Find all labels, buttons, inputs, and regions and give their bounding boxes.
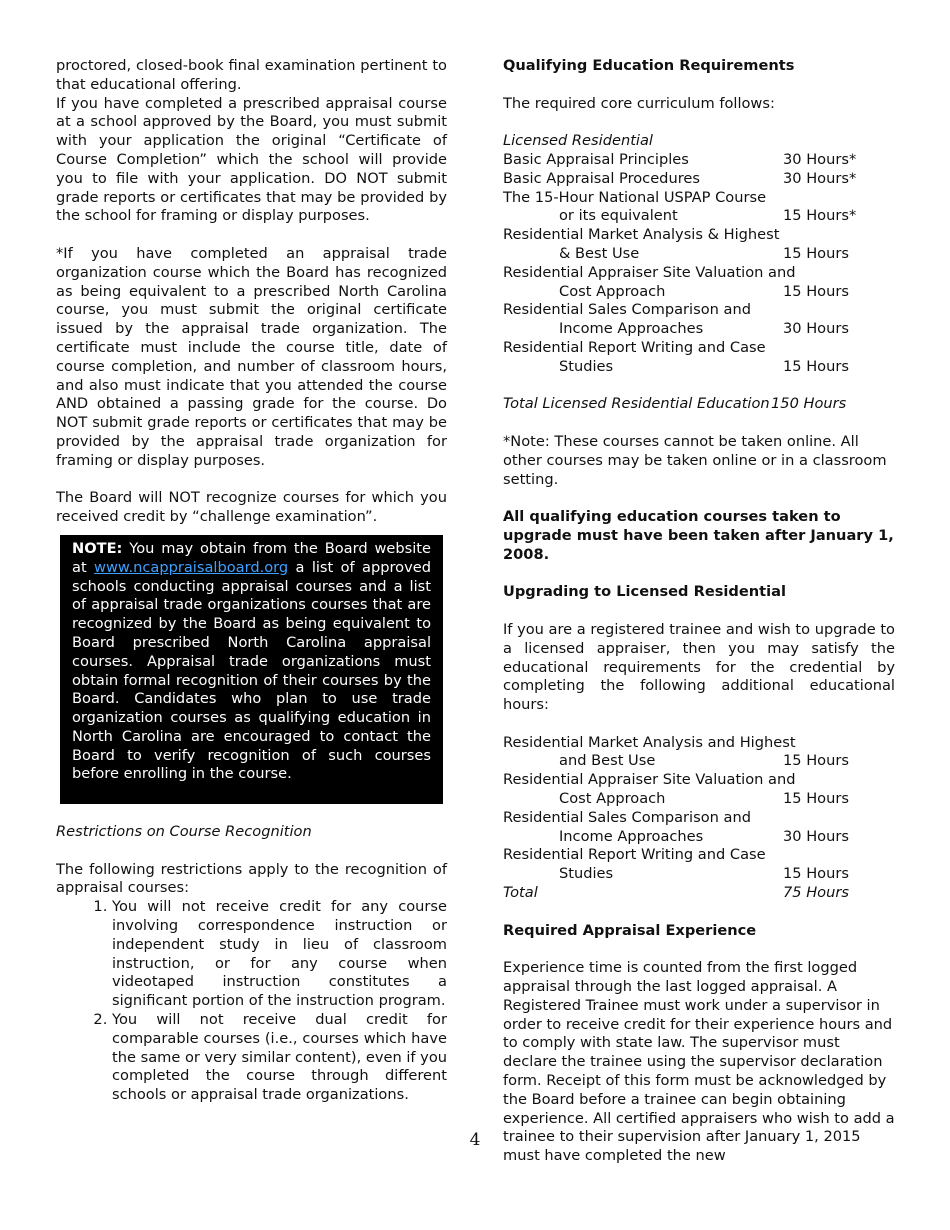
- course-hours: 15 Hours*: [783, 207, 857, 225]
- course-name-continued: Studies: [559, 357, 614, 375]
- course-row: [503, 189, 895, 227]
- upgrade-course-row: [503, 846, 895, 884]
- upgrade-course-table: [503, 734, 895, 903]
- upgrade-course-row: [503, 734, 895, 772]
- course-name: Basic Appraisal Procedures: [503, 169, 700, 187]
- core-curriculum-intro: The required core curriculum follows:: [503, 94, 775, 112]
- course-hours: 30 Hours*: [783, 169, 857, 187]
- course-name: Basic Appraisal Principles: [503, 150, 689, 168]
- course-name: Residential Sales Comparison and: [503, 301, 751, 319]
- board-website-link[interactable]: www.ncappraisalboard.org: [94, 558, 289, 576]
- left-column: [56, 57, 447, 1105]
- course-name: Residential Market Analysis and Highest: [503, 733, 796, 751]
- course-hours: 15 Hours: [783, 865, 849, 883]
- licensed-residential-heading: Licensed Residential: [503, 132, 653, 150]
- course-name: Residential Appraiser Site Valuation and: [503, 263, 796, 281]
- paragraph-challenge-exam: The Board will NOT recognize courses for which you received credit by “challenge examination”.: [56, 489, 447, 526]
- course-name: The 15-Hour National USPAP Course: [503, 188, 767, 206]
- course-hours: 15 Hours: [783, 282, 849, 300]
- course-row: [503, 226, 895, 264]
- upgrade-course-row: [503, 771, 895, 809]
- restrictions-heading: Restrictions on Course Recognition: [56, 823, 312, 841]
- total-hours: 150 Hours: [771, 395, 847, 413]
- upgrade-total-label: Total: [503, 884, 538, 902]
- course-row: [503, 170, 895, 189]
- note-text-post: a list of approved schools conducting appraisal courses and a list of appraisal trade organizations courses that are recognized by the Board as being equivalent to Board prescribed North Carolina appraisal courses. Appraisal trade organizations must obtain formal recognition of their courses by the Board. Candidates who plan to use trade organization courses as qualifying education in North Carolina are encouraged to contact the Board to verify recognition of such courses before enrolling in the course.: [72, 558, 431, 783]
- note-text-pre: You may obtain from the Board website at: [72, 539, 431, 576]
- course-name-continued: Income Approaches: [559, 320, 704, 338]
- course-name-continued: Cost Approach: [559, 790, 666, 808]
- course-row: [503, 301, 895, 339]
- course-hours: 30 Hours*: [783, 150, 857, 168]
- course-hours: 15 Hours: [783, 752, 849, 770]
- course-name: Residential Market Analysis & Highest: [503, 226, 780, 244]
- right-column: [503, 57, 895, 1166]
- upgrade-date-notice: All qualifying education courses taken to upgrade must have been taken after January 1, 2008.: [503, 508, 894, 563]
- note-box: [60, 535, 443, 804]
- upgrade-total-hours: 75 Hours: [783, 884, 849, 902]
- upgrade-intro: If you are a registered trainee and wish to upgrade to a licensed appraiser, then you may satisfy the educational requirements for the credential by completing the following additional educational hours:: [503, 620, 895, 714]
- course-name-continued: and Best Use: [559, 752, 656, 770]
- online-note: *Note: These courses cannot be taken online. All other courses may be taken online or in a classroom setting.: [503, 432, 887, 488]
- experience-text: Experience time is counted from the first logged appraisal through the last logged appraisal. A Registered Trainee must work under a supervisor in order to receive credit for their experience hours and to comply with state law. The supervisor must declare the trainee using the supervisor declaration form. Receipt of this form must be acknowledged by the Board before a trainee can begin obtaining experience. All certified appraisers who wish to add a trainee to their supervision after January 1, 2015 must have completed the new: [503, 959, 895, 1165]
- course-name: Residential Appraiser Site Valuation and: [503, 771, 796, 789]
- course-name: Residential Sales Comparison and: [503, 808, 751, 826]
- course-row: [503, 264, 895, 302]
- course-name-continued: Cost Approach: [559, 282, 666, 300]
- total-label: Total Licensed Residential Education: [503, 395, 770, 413]
- paragraph-certificate: If you have completed a prescribed appraisal course at a school approved by the Board, you must submit with your application the original “Certificate of Course Completion” which the school will provide you to file with your application. DO NOT submit grade reports or certificates that may be provided by the school for framing or display purposes.: [56, 94, 447, 225]
- course-name-continued: Income Approaches: [559, 827, 704, 845]
- page-number: 4: [469, 1130, 481, 1150]
- course-row: [503, 151, 895, 170]
- paragraph-exam: proctored, closed-book final examination pertinent to that educational offering.: [56, 57, 447, 93]
- upgrade-total-row: [503, 884, 895, 903]
- upgrade-course-row: [503, 809, 895, 847]
- course-name-continued: or its equivalent: [559, 207, 678, 225]
- course-hours: 15 Hours: [783, 244, 849, 262]
- restriction-item: 2. You will not receive dual credit for comparable courses (i.e., courses which have the same or very similar content), even if you completed the course through different schools or appraisal trade organizations.: [112, 1011, 447, 1105]
- course-hours: 15 Hours: [783, 357, 849, 375]
- course-hours: 30 Hours: [783, 827, 849, 845]
- core-course-table: [503, 151, 895, 377]
- qualifying-education-heading: Qualifying Education Requirements: [503, 57, 795, 74]
- restrictions-list: [56, 898, 447, 1105]
- course-name-continued: & Best Use: [559, 244, 640, 262]
- restriction-item: 1. You will not receive credit for any course involving correspondence instruction or independent study in lieu of classroom instruction, or for any course when videotaped instruction constitutes a significant portion of the instruction program.: [112, 898, 447, 1011]
- upgrade-heading: Upgrading to Licensed Residential: [503, 583, 786, 601]
- note-label: NOTE:: [72, 539, 123, 557]
- course-name-continued: Studies: [559, 865, 614, 883]
- total-row: [503, 395, 895, 414]
- course-hours: 30 Hours: [783, 320, 849, 338]
- course-name: Residential Report Writing and Case: [503, 338, 766, 356]
- course-name: Residential Report Writing and Case: [503, 846, 766, 864]
- course-row: [503, 339, 895, 377]
- restrictions-intro: The following restrictions apply to the recognition of appraisal courses:: [56, 860, 447, 897]
- experience-heading: Required Appraisal Experience: [503, 921, 757, 939]
- paragraph-trade-org: *If you have completed an appraisal trade organization course which the Board has recognized as being equivalent to a prescribed North Carolina course, you must submit the original certificate issued by the appraisal trade organization. The certificate must include the course title, date of course completion, and number of classroom hours, and also must indicate that you attended the course AND obtained a passing grade for the course. Do NOT submit grade reports or certificates that may be provided by the appraisal trade organization for framing or display purposes.: [56, 244, 447, 469]
- course-hours: 15 Hours: [783, 790, 849, 808]
